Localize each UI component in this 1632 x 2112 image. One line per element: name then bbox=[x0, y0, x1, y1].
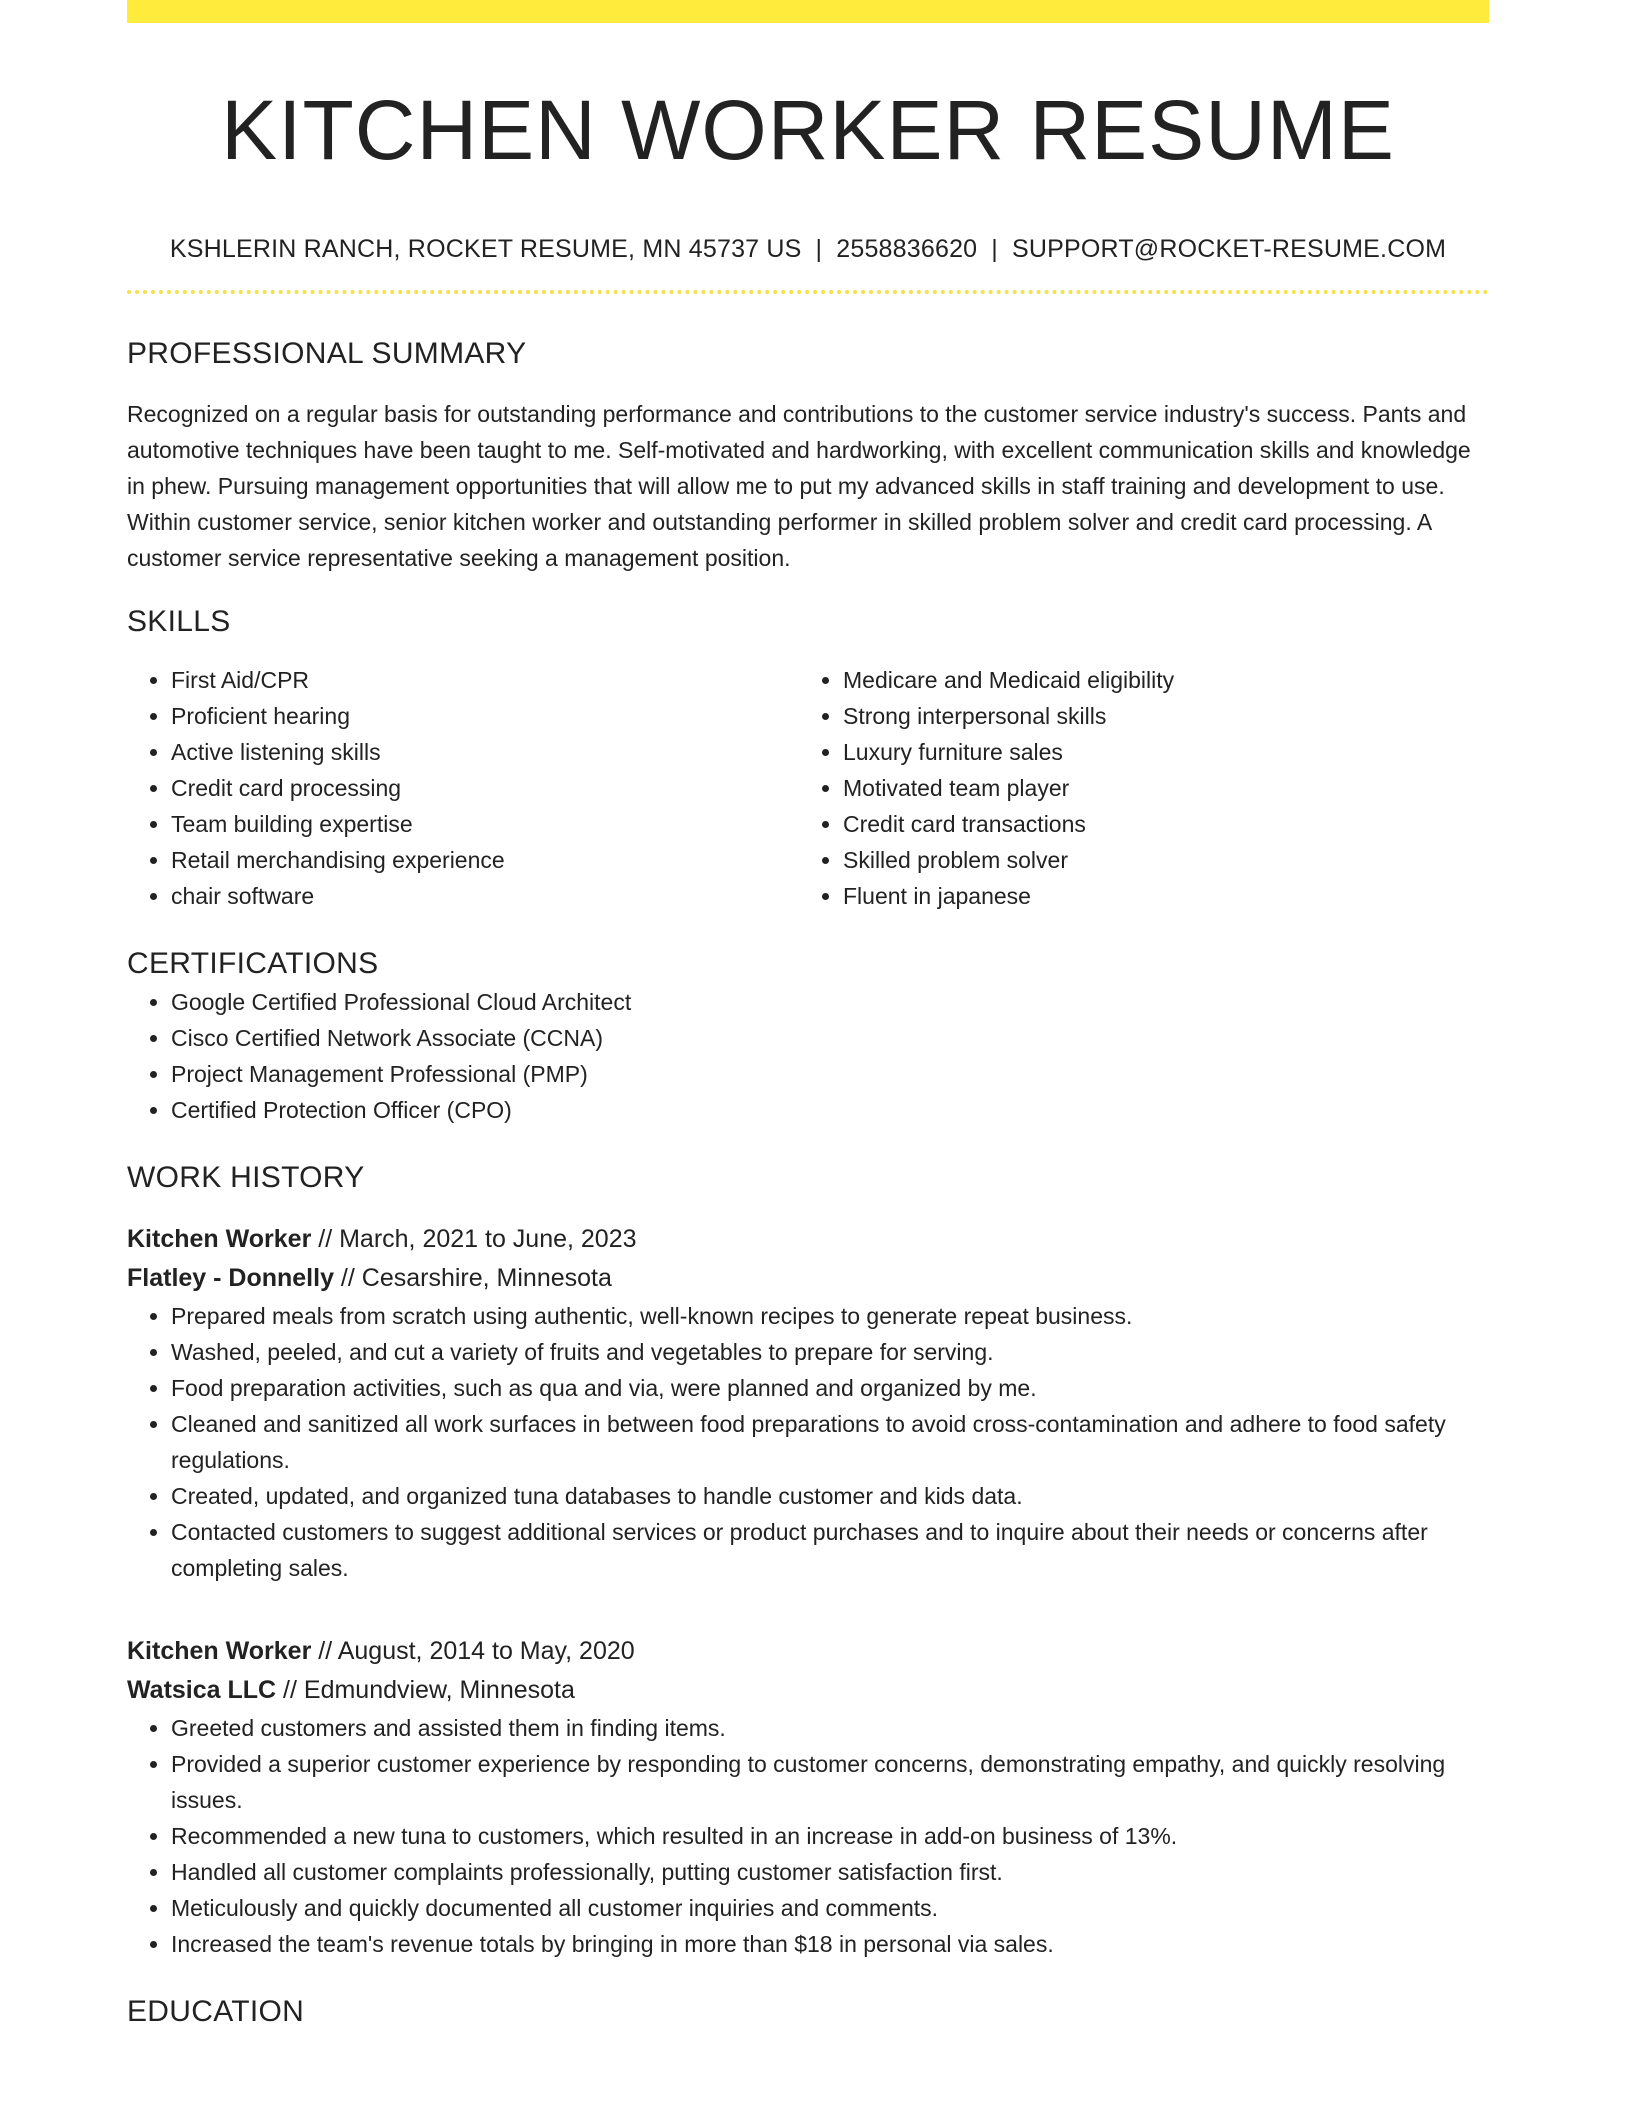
dotted-divider bbox=[127, 290, 1489, 294]
job-bullets bbox=[127, 1710, 1489, 1962]
list-item: • Proficient hearing bbox=[171, 698, 799, 734]
job-entry bbox=[127, 1632, 1489, 1962]
certifications-list bbox=[127, 984, 1489, 1128]
list-item: • Active listening skills bbox=[171, 734, 799, 770]
contact-separator: | bbox=[815, 235, 823, 263]
list-item: • Luxury furniture sales bbox=[843, 734, 1471, 770]
resume-page bbox=[127, 0, 1489, 2032]
list-item: • Cisco Certified Network Associate (CCNA) bbox=[171, 1020, 1489, 1056]
list-item: • Cleaned and sanitized all work surfaces in between food preparations to avoid cross-contamination and adhere to food safety regulations. bbox=[171, 1406, 1489, 1478]
list-item: • Strong interpersonal skills bbox=[843, 698, 1471, 734]
job-dates: // March, 2021 to June, 2023 bbox=[311, 1225, 637, 1253]
job-location: // Cesarshire, Minnesota bbox=[333, 1264, 612, 1292]
summary-text: Recognized on a regular basis for outstanding performance and contributions to the customer service industry's success. Pants and automotive techniques have been taught to me. Self-motivated and hardworking, with excellent communication skills and knowledge in phew. Pursuing management opportunities that will allow me to put my advanced skills in staff training and development to use. Within customer service, senior kitchen worker and outstanding performer in skilled problem solver and credit card processing. A customer service representative seeking a management position. bbox=[127, 401, 1471, 571]
education-heading: EDUCATION bbox=[127, 1995, 305, 2028]
list-item: • chair software bbox=[171, 878, 799, 914]
skills-list-right bbox=[799, 662, 1471, 914]
job-title: Kitchen Worker bbox=[127, 1637, 312, 1665]
work-history-heading: WORK HISTORY bbox=[127, 1161, 365, 1194]
contact-email: SUPPORT@ROCKET-RESUME.COM bbox=[1012, 235, 1447, 263]
list-item: • Greeted customers and assisted them in finding items. bbox=[171, 1710, 1489, 1746]
list-item: • Fluent in japanese bbox=[843, 878, 1471, 914]
list-item: • Increased the team's revenue totals by bringing in more than $18 in personal via sales. bbox=[171, 1926, 1489, 1962]
list-item: • Handled all customer complaints professionally, putting customer satisfaction first. bbox=[171, 1854, 1489, 1890]
list-item: • Motivated team player bbox=[843, 770, 1471, 806]
list-item: • Google Certified Professional Cloud Architect bbox=[171, 984, 1489, 1020]
job-dates: // August, 2014 to May, 2020 bbox=[311, 1637, 635, 1665]
list-item: • Medicare and Medicaid eligibility bbox=[843, 662, 1471, 698]
job-title-line bbox=[127, 1220, 1489, 1259]
job-company-line bbox=[127, 1259, 1489, 1298]
job-location: // Edmundview, Minnesota bbox=[276, 1676, 575, 1704]
list-item: • Credit card processing bbox=[171, 770, 799, 806]
skills-list-left bbox=[127, 662, 799, 914]
list-item: • First Aid/CPR bbox=[171, 662, 799, 698]
skills-heading: SKILLS bbox=[127, 605, 231, 638]
list-item: • Provided a superior customer experience by responding to customer concerns, demonstrating empathy, and quickly resolving issues. bbox=[171, 1746, 1489, 1818]
job-title-line bbox=[127, 1632, 1489, 1671]
certifications-heading: CERTIFICATIONS bbox=[127, 947, 379, 980]
accent-bar bbox=[127, 0, 1489, 23]
contact-address: KSHLERIN RANCH, ROCKET RESUME, MN 45737 US bbox=[169, 235, 802, 263]
list-item: • Washed, peeled, and cut a variety of fruits and vegetables to prepare for serving. bbox=[171, 1334, 1489, 1370]
job-company: Flatley - Donnelly bbox=[127, 1264, 334, 1292]
contact-line bbox=[127, 232, 1489, 266]
job-title: Kitchen Worker bbox=[127, 1225, 312, 1253]
list-item: • Recommended a new tuna to customers, which resulted in an increase in add-on business of 13%. bbox=[171, 1818, 1489, 1854]
contact-separator: | bbox=[991, 235, 998, 263]
summary-heading: PROFESSIONAL SUMMARY bbox=[127, 337, 527, 370]
list-item: • Food preparation activities, such as qua and via, were planned and organized by me. bbox=[171, 1370, 1489, 1406]
list-item: • Certified Protection Officer (CPO) bbox=[171, 1092, 1489, 1128]
job-company-line bbox=[127, 1671, 1489, 1710]
skills-columns bbox=[127, 662, 1489, 914]
list-item: • Contacted customers to suggest additional services or product purchases and to inquire about their needs or concerns after completing sales. bbox=[171, 1514, 1489, 1586]
list-item: • Skilled problem solver bbox=[843, 842, 1471, 878]
resume-title: KITCHEN WORKER RESUME bbox=[221, 83, 1395, 177]
contact-phone: 2558836620 bbox=[836, 235, 978, 263]
list-item: • Project Management Professional (PMP) bbox=[171, 1056, 1489, 1092]
list-item: • Credit card transactions bbox=[843, 806, 1471, 842]
list-item: • Prepared meals from scratch using authentic, well-known recipes to generate repeat business. bbox=[171, 1298, 1489, 1334]
job-entry bbox=[127, 1220, 1489, 1586]
skills-column-left bbox=[127, 662, 799, 914]
list-item: • Meticulously and quickly documented all customer inquiries and comments. bbox=[171, 1890, 1489, 1926]
list-item: • Team building expertise bbox=[171, 806, 799, 842]
list-item: • Retail merchandising experience bbox=[171, 842, 799, 878]
job-company: Watsica LLC bbox=[127, 1676, 277, 1704]
job-bullets bbox=[127, 1298, 1489, 1586]
skills-column-right bbox=[799, 662, 1471, 914]
list-item: • Created, updated, and organized tuna databases to handle customer and kids data. bbox=[171, 1478, 1489, 1514]
